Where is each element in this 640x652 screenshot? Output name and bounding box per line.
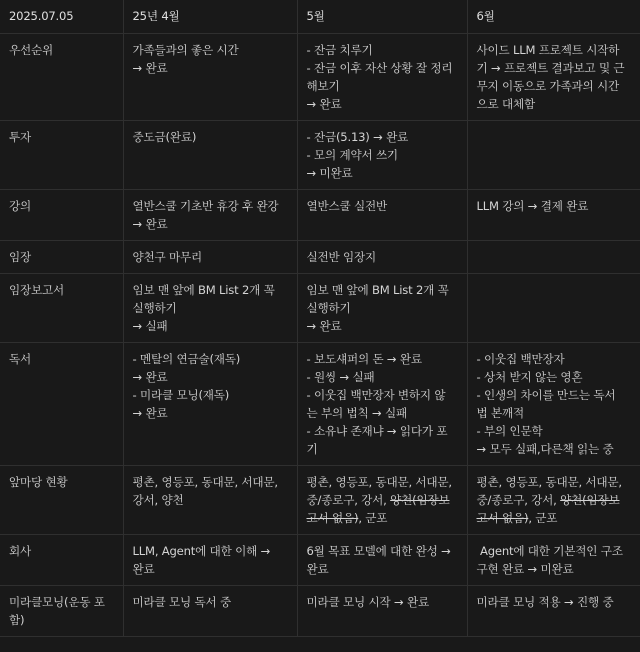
- cell-june: [467, 274, 640, 343]
- header-date: 2025.07.05: [0, 0, 123, 34]
- cell-may: 임보 맨 앞에 BM List 2개 꼭 실행하기 → 완료: [297, 274, 467, 343]
- cell-april: LLM, Agent에 대한 이해 → 완료: [123, 535, 297, 586]
- region-text: 중/종로구, 강서,: [476, 493, 561, 507]
- cell-april: 가족들과의 좋은 시간 → 완료: [123, 34, 297, 121]
- cell-june: 미라클 모닝 적용 → 진행 중: [467, 586, 640, 637]
- header-april: 25년 4월: [123, 0, 297, 34]
- table-row: [0, 34, 640, 121]
- table-row: [0, 241, 640, 274]
- region-text: 중/종로구, 강서,: [306, 493, 391, 507]
- struck-text: 고서 없음): [306, 511, 359, 525]
- row-label: 투자: [0, 121, 123, 190]
- cell-april: 평촌, 영등포, 동대문, 서대문, 강서, 양천: [123, 466, 297, 535]
- row-label: 강의: [0, 190, 123, 241]
- table-row: [0, 586, 640, 637]
- table-row: [0, 121, 640, 190]
- cell-april: 임보 맨 앞에 BM List 2개 꼭 실행하기 → 실패: [123, 274, 297, 343]
- table-row: [0, 535, 640, 586]
- table-row: [0, 466, 640, 535]
- cell-may: 미라클 모닝 시작 → 완료: [297, 586, 467, 637]
- header-row: [0, 0, 640, 34]
- cell-may: 6월 목표 모델에 대한 완성 → 완료: [297, 535, 467, 586]
- cell-april: 중도금(완료): [123, 121, 297, 190]
- row-label: 임장보고서: [0, 274, 123, 343]
- struck-text: 고서 없음): [476, 511, 529, 525]
- row-label: 독서: [0, 343, 123, 466]
- cell-may: 열반스쿨 실전반: [297, 190, 467, 241]
- cell-june: LLM 강의 → 결제 완료: [467, 190, 640, 241]
- header-june: 6월: [467, 0, 640, 34]
- row-label: 우선순위: [0, 34, 123, 121]
- row-label: 임장: [0, 241, 123, 274]
- cell-april: 양천구 마무리: [123, 241, 297, 274]
- cell-june: - 이웃집 백만장자 - 상처 받지 않는 영혼 - 인생의 차이를 만드는 독서 법 본깨적 - 부의 인문학 → 모두 실패,다른책 읽는 중: [467, 343, 640, 466]
- region-text: , 군포: [528, 511, 558, 525]
- cell-june: [467, 241, 640, 274]
- cell-june: 사이드 LLM 프로젝트 시작하 기 → 프로젝트 결과보고 및 근 무지 이동으로 가족과의 시간 으로 대체함: [467, 34, 640, 121]
- table-row: [0, 343, 640, 466]
- header-may: 5월: [297, 0, 467, 34]
- cell-may: 평촌, 영등포, 동대문, 서대문, 중/종로구, 강서, 양천(임장보 고서 없음), 군포: [297, 466, 467, 535]
- cell-may: 실전반 임장지: [297, 241, 467, 274]
- cell-june: [467, 121, 640, 190]
- cell-april: - 멘탈의 연금술(재독) → 완료 - 미라클 모닝(재독) → 완료: [123, 343, 297, 466]
- region-text: , 군포: [358, 511, 388, 525]
- cell-may: - 보도섀퍼의 돈 → 완료 - 원씽 → 실패 - 이웃집 백만장자 변하지 않 는 부의 법칙 → 실패 - 소유냐 존재냐 → 읽다가 포 기: [297, 343, 467, 466]
- struck-text: 양천(임장보: [390, 493, 450, 507]
- table-row: [0, 190, 640, 241]
- cell-may: - 잔금(5.13) → 완료 - 모의 계약서 쓰기 → 미완료: [297, 121, 467, 190]
- row-label: 회사: [0, 535, 123, 586]
- cell-june: 평촌, 영등포, 동대문, 서대문, 중/종로구, 강서, 양천(임장보 고서 없음), 군포: [467, 466, 640, 535]
- struck-text: 양천(임장보: [560, 493, 620, 507]
- cell-may: - 잔금 치루기 - 잔금 이후 자산 상황 잘 정리 해보기 → 완료: [297, 34, 467, 121]
- table-row: [0, 274, 640, 343]
- cell-april: 미라클 모닝 독서 중: [123, 586, 297, 637]
- row-label: 앞마당 현황: [0, 466, 123, 535]
- cell-april: 열반스쿨 기초반 휴강 후 완강 → 완료: [123, 190, 297, 241]
- row-label: 미라클모닝(운동 포 함): [0, 586, 123, 637]
- cell-june: Agent에 대한 기본적인 구조 구현 완료 → 미완료: [467, 535, 640, 586]
